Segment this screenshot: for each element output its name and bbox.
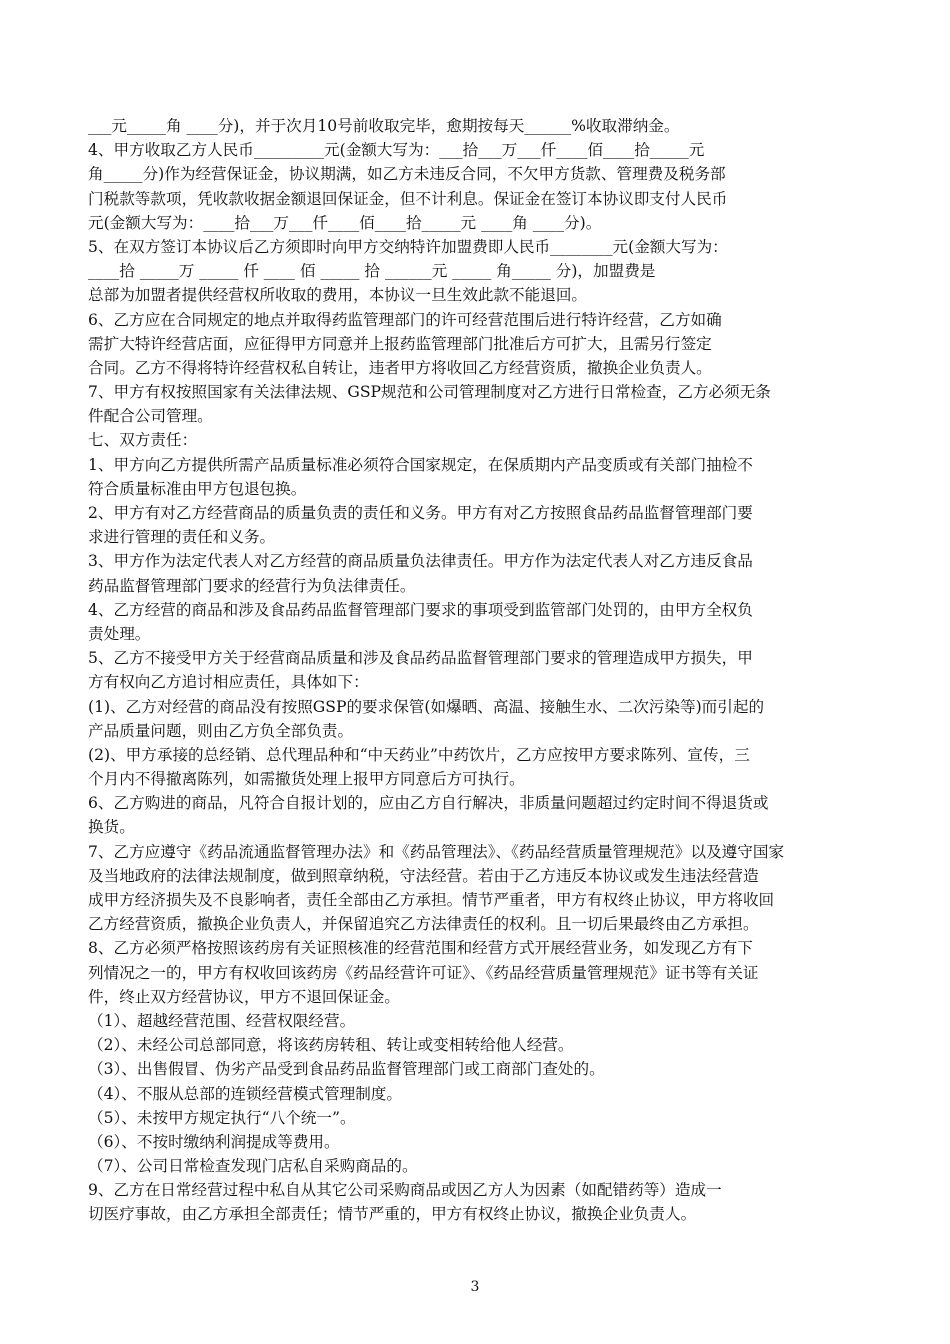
text-line: (2)、甲方承接的总经销、总代理品种和“中天药业”中药饮片，乙方应按甲方要求陈列、宣传，三 [88,745,750,764]
text-line: 角_____分)作为经营保证金，协议期满，如乙方未违反合同，不欠甲方货款、管理费及税务部 [88,165,726,184]
text-line: 5、在双方签订本协议后乙方须即时向甲方交纳特许加盟费即人民币________元(金额大写为： [88,237,728,256]
text-line: 件配合公司管理。 [88,407,213,426]
page-number: 3 [470,1279,480,1295]
text-line: 7、甲方有权按照国家有关法律法规、GSP规范和公司管理制度对乙方进行日常检查，乙方必须无条 [88,383,771,402]
text-line: 切医疗事故，由乙方承担全部责任；情节严重的，甲方有权终止协议，撤换企业负责人。 [88,1205,697,1224]
list-item: （7）、公司日常检查发现门店私自采购商品的。 [88,1157,418,1176]
text-line: 乙方经营资质，撤换企业负责人，并保留追究乙方法律责任的权利。且一切后果最终由乙方承担。 [88,915,759,934]
text-line: ____拾 _____万 _____ 仟 ____ 佰 _____ 拾 ______元 _____ 角_____ 分)，加盟费是 [88,262,656,281]
text-line: 产品质量问题，则由乙方负全部负责。 [88,721,354,740]
text-line: 6、乙方购进的商品，凡符合自报计划的，应由乙方自行解决，非质量问题超过约定时间不得退货或 [88,794,769,813]
text-line: (1)、乙方对经营的商品没有按照GSP的要求保管(如爆晒、高温、接触生水、二次污染等)而引起的 [88,697,765,716]
text-line: 8、乙方必须严格按照该药房有关证照核准的经营范围和经营方式开展经营业务，如发现乙方有下 [88,939,753,958]
list-item: （5）、未按甲方规定执行“八个统一”。 [88,1108,356,1127]
list-item: （6）、不按时缴纳利润提成等费用。 [88,1132,340,1151]
text-line: 列情况之一的，甲方有权收回该药房《药品经营许可证》、《药品经营质量管理规范》证书等有关证 [88,963,759,982]
text-line: 求进行管理的责任和义务。 [88,528,276,547]
text-line: 个月内不得撤离陈列，如需撤货处理上报甲方同意后方可执行。 [88,770,525,789]
list-item: （3）、出售假冒、伪劣产品受到食品药品监督管理部门或工商部门查处的。 [88,1060,605,1079]
text-line: 需扩大特许经营店面，应征得甲方同意并上报药监管理部门批准后方可扩大，且需另行签定 [88,334,712,353]
text-line: 件，终止双方经营协议，甲方不退回保证金。 [88,987,400,1006]
text-line: 4、甲方收取乙方人民币_________元(金额大写为：___拾___万___仟____佰____拾_____元 [88,141,705,160]
text-line: 3、甲方作为法定代表人对乙方经营的商品质量负法律责任。甲方作为法定代表人对乙方违反食品 [88,552,753,571]
text-line: 5、乙方不接受甲方关于经营商品质量和涉及食品药品监督管理部门要求的管理造成甲方损失，甲 [88,649,753,668]
document-body [88,114,878,1227]
text-line: 1、甲方向乙方提供所需产品质量标准必须符合国家规定，在保质期内产品变质或有关部门抽检不 [88,455,753,474]
text-line: 成甲方经济损失及不良影响者，责任全部由乙方承担。情节严重者，甲方有权终止协议，甲方将收回 [88,891,775,909]
text-line: 合同。乙方不得将特许经营权私自转让，违者甲方将收回乙方经营资质，撤换企业负责人。 [88,358,712,377]
list-item: （4）、不服从总部的连锁经营模式管理制度。 [88,1084,402,1103]
text-line: 9、乙方在日常经营过程中私自从其它公司采购商品或因乙方人为因素（如配错药等）造成一 [88,1181,722,1200]
list-item: （1）、超越经营范围、经营权限经营。 [88,1011,356,1030]
text-line: 门税款等款项，凭收款收据金额退回保证金，但不计利息。保证金在签订本协议即支付人民币 [88,189,728,208]
text-line: 责处理。 [88,624,151,643]
text-line: 2、甲方有对乙方经营商品的质量负责的责任和义务。甲方有对乙方按照食品药品监督管理部门要 [88,504,753,522]
section-heading: 七、双方责任： [88,431,198,450]
list-item: （2）、未经公司总部同意，将该药房转租、转让或变相转给他人经营。 [88,1036,574,1055]
text-line: 4、乙方经营的商品和涉及食品药品监督管理部门要求的事项受到监管部门处罚的，由甲方全权负 [88,600,753,619]
text-line: ___元_____角 ____分)，并于次月10号前收取完毕，愈期按每天______%收取滞纳金。 [88,117,680,135]
text-line: 符合质量标准由甲方包退包换。 [88,479,307,498]
text-line: 方有权向乙方追讨相应责任，具体如下： [88,673,369,692]
text-line: 总部为加盟者提供经营权所收取的费用，本协议一旦生效此款不能退回。 [88,286,588,305]
text-line: 及当地政府的法律法规制度，做到照章纳税，守法经营。若由于乙方违反本协议或发生违法经营造 [88,866,759,885]
text-line: 7、乙方应遵守《药品流通监督管理办法》和《药品管理法》、《药品经营质量管理规范》以及遵守国家 [88,842,785,861]
text-line: 6、乙方应在合同规定的地点并取得药监管理部门的许可经营范围后进行特许经营，乙方如确 [88,310,722,329]
text-line: 药品监督管理部门要求的经营行为负法律责任。 [88,576,416,595]
text-line: 换货。 [88,818,135,837]
text-line: 元(金额大写为：____拾___万___仟____佰____拾_____元 ____角 ____分)。 [88,213,602,232]
